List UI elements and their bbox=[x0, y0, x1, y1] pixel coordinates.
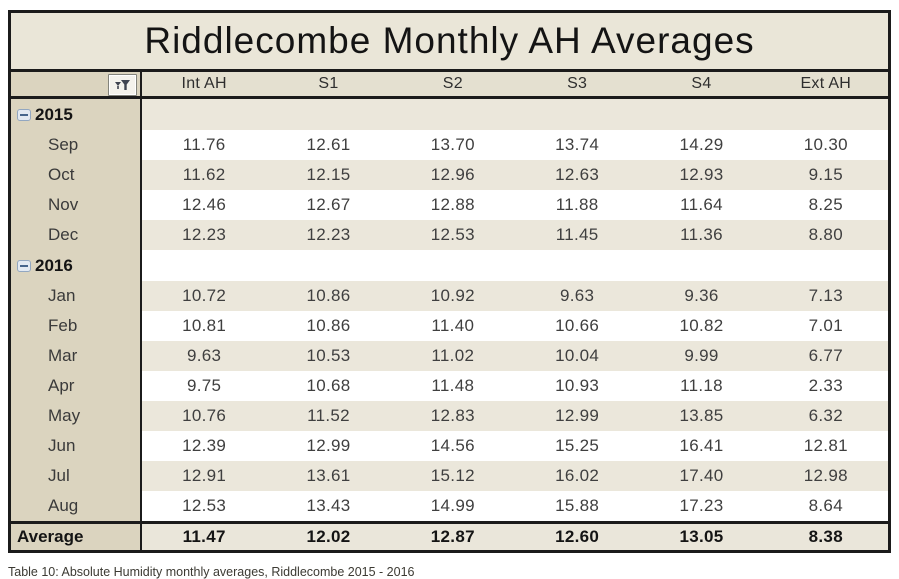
row-label: Sep bbox=[11, 130, 142, 160]
value-cell: 10.92 bbox=[430, 286, 475, 305]
table-caption: Table 10: Absolute Humidity monthly averages, Riddlecombe 2015 - 2016 bbox=[8, 565, 415, 579]
summary-value-cell: 12.87 bbox=[430, 527, 475, 546]
group-row-2016 bbox=[11, 250, 888, 281]
value-cell: 11.64 bbox=[680, 195, 723, 214]
table-row bbox=[11, 281, 888, 311]
value-cell: 12.61 bbox=[306, 135, 351, 154]
row-label: Mar bbox=[11, 341, 142, 371]
table-row bbox=[11, 341, 888, 371]
value-cell: 11.48 bbox=[431, 376, 475, 395]
summary-value-cell: 12.02 bbox=[306, 527, 351, 546]
table-row bbox=[11, 431, 888, 461]
value-cell: 11.52 bbox=[307, 406, 350, 425]
value-cell: 12.23 bbox=[182, 225, 227, 244]
value-cell: 12.93 bbox=[679, 165, 724, 184]
value-cell: 12.15 bbox=[306, 165, 351, 184]
value-cell: 6.77 bbox=[808, 346, 843, 365]
value-cell: 12.39 bbox=[182, 436, 227, 455]
summary-value-cell: 13.05 bbox=[679, 527, 724, 546]
table-row bbox=[11, 491, 888, 521]
summary-row bbox=[11, 521, 888, 550]
value-cell: 12.53 bbox=[430, 225, 475, 244]
value-cell: 13.74 bbox=[555, 135, 600, 154]
value-cell: 6.32 bbox=[808, 406, 843, 425]
value-cell: 12.98 bbox=[803, 466, 848, 485]
table-row bbox=[11, 401, 888, 431]
table-body bbox=[11, 99, 888, 521]
value-cell: 10.76 bbox=[182, 406, 227, 425]
value-cell: 9.15 bbox=[808, 165, 843, 184]
value-cell: 8.80 bbox=[808, 225, 843, 244]
column-header: Ext AH bbox=[800, 75, 852, 92]
pivot-table bbox=[8, 10, 891, 553]
row-label: Jul bbox=[11, 461, 142, 491]
column-headers bbox=[142, 72, 888, 96]
value-cell: 15.25 bbox=[555, 436, 600, 455]
table-row bbox=[11, 461, 888, 491]
row-label: Aug bbox=[11, 491, 142, 521]
value-cell: 9.63 bbox=[187, 346, 222, 365]
table-row bbox=[11, 220, 888, 250]
value-cell: 12.46 bbox=[182, 195, 227, 214]
value-cell: 12.67 bbox=[306, 195, 351, 214]
header-row bbox=[11, 72, 888, 99]
table-row bbox=[11, 190, 888, 220]
value-cell: 12.81 bbox=[803, 436, 848, 455]
value-cell: 15.88 bbox=[555, 496, 600, 515]
value-cell: 17.23 bbox=[679, 496, 724, 515]
value-cell: 11.18 bbox=[680, 376, 723, 395]
row-label: May bbox=[11, 401, 142, 431]
value-cell bbox=[639, 250, 763, 281]
value-cell: 14.29 bbox=[679, 135, 724, 154]
column-header: S1 bbox=[318, 75, 339, 92]
value-cell bbox=[266, 250, 390, 281]
value-cell: 12.83 bbox=[430, 406, 475, 425]
value-cell bbox=[515, 99, 639, 130]
row-label: Apr bbox=[11, 371, 142, 401]
value-cell: 10.66 bbox=[555, 316, 600, 335]
table-row bbox=[11, 160, 888, 190]
row-label: Jan bbox=[11, 281, 142, 311]
value-cell: 10.30 bbox=[803, 135, 848, 154]
value-cell: 12.91 bbox=[182, 466, 227, 485]
summary-value-cell: 8.38 bbox=[808, 527, 843, 546]
table-row bbox=[11, 130, 888, 160]
value-cell: 11.45 bbox=[555, 225, 599, 244]
column-header: S3 bbox=[567, 75, 588, 92]
summary-value-cell: 12.60 bbox=[555, 527, 600, 546]
value-cell: 13.61 bbox=[306, 466, 351, 485]
value-cell: 12.99 bbox=[555, 406, 600, 425]
value-cell: 7.01 bbox=[808, 316, 843, 335]
value-cell: 12.88 bbox=[430, 195, 475, 214]
collapse-minus-icon bbox=[20, 114, 28, 116]
row-label: Dec bbox=[11, 220, 142, 250]
row-labels-header-cell bbox=[11, 72, 142, 96]
value-cell: 14.56 bbox=[430, 436, 475, 455]
value-cell: 7.13 bbox=[808, 286, 843, 305]
value-cell bbox=[515, 250, 639, 281]
value-cell: 10.53 bbox=[306, 346, 351, 365]
table-title: Riddlecombe Monthly AH Averages bbox=[11, 13, 888, 72]
summary-label: Average bbox=[11, 524, 142, 550]
value-cell: 9.63 bbox=[560, 286, 595, 305]
value-cell: 11.88 bbox=[555, 195, 599, 214]
value-cell: 12.99 bbox=[306, 436, 351, 455]
value-cell: 11.40 bbox=[431, 316, 475, 335]
value-cell bbox=[764, 250, 888, 281]
value-cell bbox=[266, 99, 390, 130]
group-year-label: 2016 bbox=[35, 255, 73, 275]
column-header: Int AH bbox=[181, 75, 227, 92]
value-cell: 12.53 bbox=[182, 496, 227, 515]
value-cell: 17.40 bbox=[679, 466, 724, 485]
value-cell: 11.76 bbox=[182, 135, 226, 154]
value-cell: 12.23 bbox=[306, 225, 351, 244]
value-cell: 10.81 bbox=[182, 316, 227, 335]
row-label: Oct bbox=[11, 160, 142, 190]
table-row bbox=[11, 311, 888, 341]
group-label-cell bbox=[11, 250, 142, 281]
value-cell: 8.25 bbox=[808, 195, 843, 214]
value-cell: 12.63 bbox=[555, 165, 600, 184]
value-cell bbox=[142, 99, 266, 130]
value-cell: 13.70 bbox=[430, 135, 475, 154]
collapse-button-2016[interactable] bbox=[17, 260, 31, 272]
value-cell: 10.68 bbox=[306, 376, 351, 395]
value-cell: 2.33 bbox=[808, 376, 843, 395]
value-cell: 9.36 bbox=[684, 286, 719, 305]
value-cell: 10.82 bbox=[679, 316, 724, 335]
filter-button[interactable] bbox=[108, 74, 137, 96]
value-cell: 8.64 bbox=[808, 496, 843, 515]
value-cell: 11.02 bbox=[431, 346, 475, 365]
value-cell: 15.12 bbox=[430, 466, 475, 485]
value-cell: 10.86 bbox=[306, 286, 351, 305]
group-label-cell bbox=[11, 99, 142, 130]
summary-value-cell: 11.47 bbox=[182, 527, 226, 546]
collapse-minus-icon bbox=[20, 265, 28, 267]
value-cell: 13.85 bbox=[679, 406, 724, 425]
value-cell: 11.62 bbox=[182, 165, 226, 184]
value-cell: 9.99 bbox=[684, 346, 719, 365]
value-cell: 16.41 bbox=[679, 436, 724, 455]
value-cell: 14.99 bbox=[430, 496, 475, 515]
row-label: Jun bbox=[11, 431, 142, 461]
table-row bbox=[11, 371, 888, 401]
value-cell bbox=[391, 99, 515, 130]
value-cell bbox=[142, 250, 266, 281]
value-cell: 10.04 bbox=[555, 346, 600, 365]
value-cell: 13.43 bbox=[306, 496, 351, 515]
value-cell: 10.72 bbox=[182, 286, 227, 305]
row-label: Feb bbox=[11, 311, 142, 341]
group-row-2015 bbox=[11, 99, 888, 130]
column-header: S2 bbox=[442, 75, 463, 92]
collapse-button-2015[interactable] bbox=[17, 109, 31, 121]
filter-icon bbox=[114, 79, 131, 92]
group-year-label: 2015 bbox=[35, 104, 73, 124]
value-cell bbox=[764, 99, 888, 130]
column-header: S4 bbox=[691, 75, 712, 92]
value-cell: 16.02 bbox=[555, 466, 600, 485]
value-cell bbox=[391, 250, 515, 281]
row-label: Nov bbox=[11, 190, 142, 220]
value-cell bbox=[639, 99, 763, 130]
value-cell: 10.93 bbox=[555, 376, 600, 395]
value-cell: 10.86 bbox=[306, 316, 351, 335]
value-cell: 11.36 bbox=[680, 225, 723, 244]
value-cell: 12.96 bbox=[430, 165, 475, 184]
value-cell: 9.75 bbox=[187, 376, 222, 395]
